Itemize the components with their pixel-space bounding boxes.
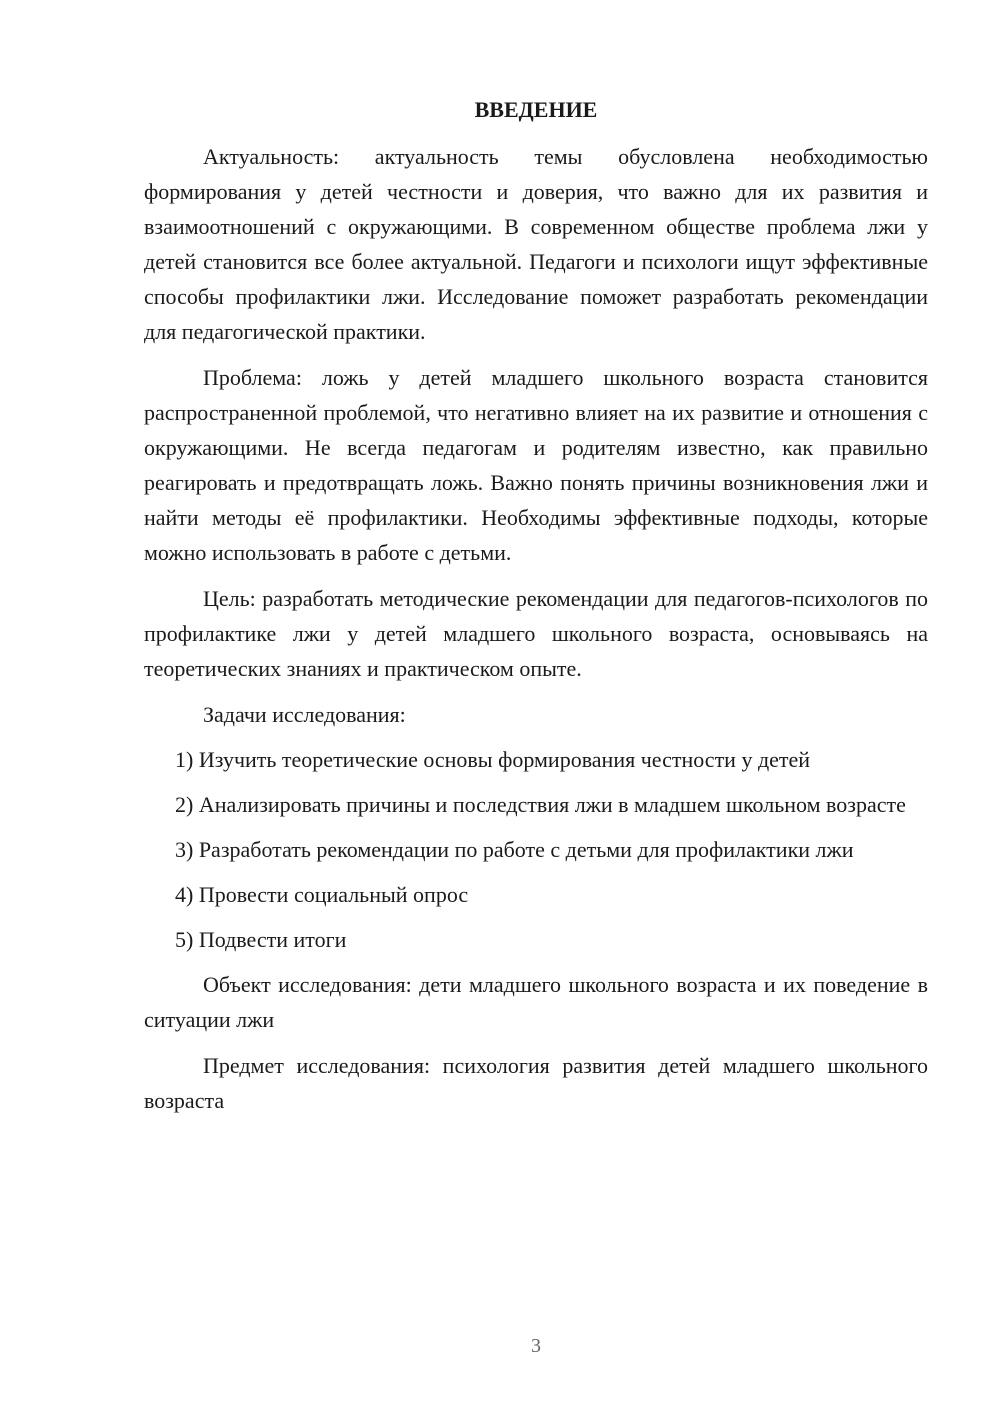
task-item: 5) Подвести итоги bbox=[175, 927, 347, 952]
relevance-paragraph: Актуальность: актуальность темы обусловлена необходимостью формирования у детей честности и доверия, что важно для их развития и взаимоотношений с окружающими. В современном обществе проблема лжи у детей становится все более актуальной. Педагоги и психологи ищут эффективные способы профилактики лжи. Исследование поможет разработать рекомендации для педагогической практики. bbox=[144, 144, 928, 344]
task-item: 4) Провести социальный опрос bbox=[175, 882, 469, 907]
subject-paragraph: Предмет исследования: психология развития детей младшего школьного возраста bbox=[144, 1053, 928, 1113]
page-number: 3 bbox=[531, 1335, 541, 1357]
task-item: 2) Анализировать причины и последствия лжи в младшем школьном возрасте bbox=[175, 792, 906, 817]
page-title: ВВЕДЕНИЕ bbox=[474, 97, 598, 122]
tasks-heading: Задачи исследования: bbox=[203, 702, 406, 727]
object-paragraph: Объект исследования: дети младшего школьного возраста и их поведение в ситуации лжи bbox=[144, 972, 928, 1032]
page-content bbox=[144, 95, 928, 1129]
task-item: 3) Разработать рекомендации по работе с детьми для профилактики лжи bbox=[175, 837, 854, 862]
goal-paragraph: Цель: разработать методические рекомендации для педагогов-психологов по профилактике лжи у детей младшего школьного возраста, основываясь на теоретических знаниях и практическом опыте. bbox=[144, 586, 928, 681]
problem-paragraph: Проблема: ложь у детей младшего школьного возраста становится распространенной проблемой, что негативно влияет на их развитие и отношения с окружающими. Не всегда педагогам и родителям известно, как правильно реагировать и предотвращать ложь. Важно понять причины возникновения лжи и найти методы её профилактики. Необходимы эффективные подходы, которые можно использовать в работе с детьми. bbox=[144, 365, 928, 565]
task-item: 1) Изучить теоретические основы формирования честности у детей bbox=[175, 747, 811, 772]
